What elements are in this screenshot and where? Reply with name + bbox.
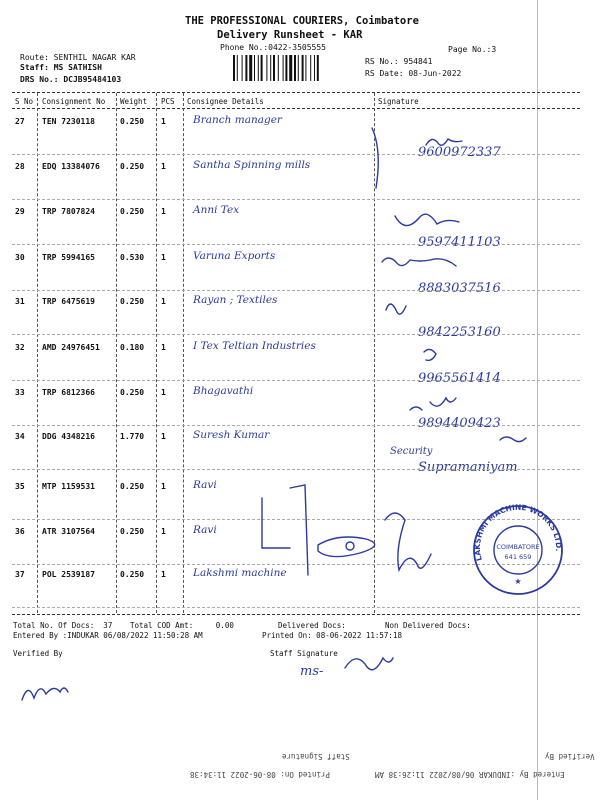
row-separator: [12, 290, 580, 291]
verified-by: Verified By: [13, 649, 63, 658]
row-pcs: 1: [161, 207, 166, 216]
page-number: Page No.:3: [448, 45, 497, 54]
company-title: THE PROFESSIONAL COURIERS, Coimbatore: [185, 15, 419, 27]
row-weight: 0.250: [120, 570, 145, 579]
row-consignee: Suresh Kumar: [193, 429, 270, 441]
row-pcs: 1: [161, 343, 166, 352]
row-sno: 37: [15, 570, 25, 579]
barcode-bar: [298, 55, 299, 81]
barcode-bar: [314, 55, 315, 81]
barcode: [233, 55, 355, 81]
row-consignee: Bhagavathi: [193, 385, 254, 397]
row-consignee: Rayan ; Textiles: [193, 294, 278, 306]
header-rule-top: [12, 92, 580, 93]
row-consignee: Ravi: [193, 524, 217, 536]
row-pcs: 1: [161, 482, 166, 491]
stamp-city: COIMBATORE: [496, 543, 540, 551]
row-separator: [12, 199, 580, 200]
row-consignment-no: EDQ 13384076: [42, 162, 100, 171]
row-separator: [12, 154, 580, 155]
row-consignment-no: TRP 6475619: [42, 297, 95, 306]
staff: Staff: MS SATHISH: [20, 63, 102, 72]
row-pcs: 1: [161, 388, 166, 397]
barcode-bar: [317, 55, 319, 81]
row-separator: [12, 244, 580, 245]
row-consignment-no: MTP 1159531: [42, 482, 95, 491]
col-sep: [116, 93, 117, 613]
row-pcs: 1: [161, 432, 166, 441]
mirror-staff-sign: Staff Signature: [282, 752, 350, 761]
row-separator: [12, 469, 580, 470]
row-sno: 30: [15, 253, 25, 262]
col-pcs: PCS: [161, 97, 175, 106]
row-sno: 36: [15, 527, 25, 536]
row-pcs: 1: [161, 570, 166, 579]
row-sno: 34: [15, 432, 25, 441]
row-separator: [12, 380, 580, 381]
row-separator: [12, 425, 580, 426]
barcode-bar: [278, 55, 279, 81]
drs-number: DRS No.: DCJB95484103: [20, 75, 122, 84]
printed-on: Printed On: 08-06-2022 11:57:18: [262, 631, 402, 640]
row-weight: 1.770: [120, 432, 145, 441]
row-consignee: Anni Tex: [193, 204, 240, 216]
row-signature-name: Security: [390, 446, 433, 457]
row-sno: 28: [15, 162, 25, 171]
row-weight: 0.250: [120, 117, 145, 126]
row-consignee: Varuna Exports: [193, 250, 276, 262]
barcode-bar: [261, 55, 263, 81]
row-consignment-no: TRP 7807824: [42, 207, 95, 216]
row-signature-phone: Supramaniyam: [418, 460, 518, 475]
barcode-bar: [233, 55, 235, 81]
row-weight: 0.250: [120, 527, 145, 536]
row-weight: 0.180: [120, 343, 145, 352]
col-sep: [156, 93, 157, 613]
row-weight: 0.250: [120, 207, 145, 216]
row-pcs: 1: [161, 253, 166, 262]
mirror-entered-by: Entered By :INDUKAR 06/08/2022 11:26:38 AM: [375, 770, 565, 779]
barcode-bar: [305, 55, 306, 81]
row-sno: 27: [15, 117, 25, 126]
row-sno: 32: [15, 343, 25, 352]
stamp-arc-text: LAKSHMI MACHINE WORKS LTD.: [472, 502, 564, 562]
row-weight: 0.250: [120, 162, 145, 171]
row-pcs: 1: [161, 297, 166, 306]
barcode-bar: [242, 55, 243, 81]
barcode-bar: [289, 55, 292, 81]
col-signature: Signature: [378, 97, 419, 106]
row-consignment-no: ATR 3107564: [42, 527, 95, 536]
phone-number: Phone No.:0422-3505555: [220, 43, 326, 52]
col-sep: [183, 93, 184, 613]
row-consignment-no: POL 2539187: [42, 570, 95, 579]
entered-by: Entered By :INDUKAR 06/08/2022 11:50:28 AM: [13, 631, 203, 640]
mirror-printed-on: Printed On: 08-06-2022 11:34:38: [190, 770, 330, 779]
barcode-bar: [302, 55, 304, 81]
row-weight: 0.250: [120, 388, 145, 397]
barcode-bar: [283, 55, 284, 81]
barcode-bar: [258, 55, 259, 81]
row-consignee: Lakshmi machine: [193, 567, 287, 579]
row-consignee: I Tex Teltian Industries: [193, 340, 316, 352]
row-sno: 29: [15, 207, 25, 216]
barcode-bar: [249, 55, 252, 81]
row-consignment-no: DDG 4348216: [42, 432, 95, 441]
barcode-bar: [245, 55, 247, 81]
row-weight: 0.250: [120, 482, 145, 491]
total-cod: Total COD Amt: 0.00: [130, 621, 234, 630]
row-signature-phone: 8883037516: [418, 281, 501, 296]
barcode-bar: [285, 55, 287, 81]
row-consignment-no: AMD 24976451: [42, 343, 100, 352]
row-pcs: 1: [161, 117, 166, 126]
row-signature-phone: 9597411103: [418, 235, 501, 250]
row-weight: 0.530: [120, 253, 145, 262]
mirror-verified: Verified By: [545, 752, 595, 761]
col-sep: [374, 93, 375, 613]
route: Route: SENTHIL NAGAR KAR: [20, 53, 136, 62]
row-consignment-no: TRP 5994165: [42, 253, 95, 262]
footer-rule: [12, 614, 580, 615]
barcode-bar: [270, 55, 271, 81]
barcode-bar: [254, 55, 255, 81]
row-consignment-no: TEN 7230118: [42, 117, 95, 126]
row-separator: [12, 607, 580, 608]
staff-sign-handwriting: ms-: [300, 664, 324, 679]
row-sno: 35: [15, 482, 25, 491]
barcode-bar: [237, 55, 238, 81]
delivered-docs: Delivered Docs:: [278, 621, 346, 630]
total-docs: Total No. Of Docs: 37: [13, 621, 113, 630]
row-consignment-no: TRP 6812366: [42, 388, 95, 397]
svg-text:★: ★: [514, 577, 522, 586]
rs-number: RS No.: 954841: [365, 57, 433, 66]
col-consignment: Consignment No: [42, 97, 106, 106]
rs-date: RS Date: 08-Jun-2022: [365, 69, 462, 78]
row-sno: 33: [15, 388, 25, 397]
row-signature-phone: 9842253160: [418, 325, 501, 340]
row-separator: [12, 334, 580, 335]
row-signature-phone: 9965561414: [418, 371, 501, 386]
right-border: [537, 0, 538, 800]
barcode-bar: [273, 55, 275, 81]
company-stamp: [470, 500, 570, 600]
col-consignee: Consignee Details: [187, 97, 264, 106]
row-signature-phone: 9600972337: [418, 145, 501, 160]
row-consignee: Ravi: [193, 479, 217, 491]
row-sno: 31: [15, 297, 25, 306]
stamp-pin: 641 659: [504, 553, 532, 561]
col-sno: S No: [15, 97, 34, 106]
runsheet-subtitle: Delivery Runsheet - KAR: [217, 29, 363, 41]
row-signature-phone: 9894409423: [418, 416, 501, 431]
non-delivered-docs: Non Delivered Docs:: [385, 621, 471, 630]
header-rule-bottom: [12, 108, 580, 109]
barcode-bar: [294, 55, 296, 81]
col-sep: [37, 93, 38, 613]
row-consignee: Santha Spinning mills: [193, 159, 311, 171]
staff-signature: Staff Signature: [270, 649, 338, 658]
row-weight: 0.250: [120, 297, 145, 306]
barcode-bar: [266, 55, 267, 81]
col-weight: Weight: [120, 97, 148, 106]
row-pcs: 1: [161, 527, 166, 536]
barcode-bar: [310, 55, 311, 81]
row-consignee: Branch manager: [193, 114, 282, 126]
row-pcs: 1: [161, 162, 166, 171]
